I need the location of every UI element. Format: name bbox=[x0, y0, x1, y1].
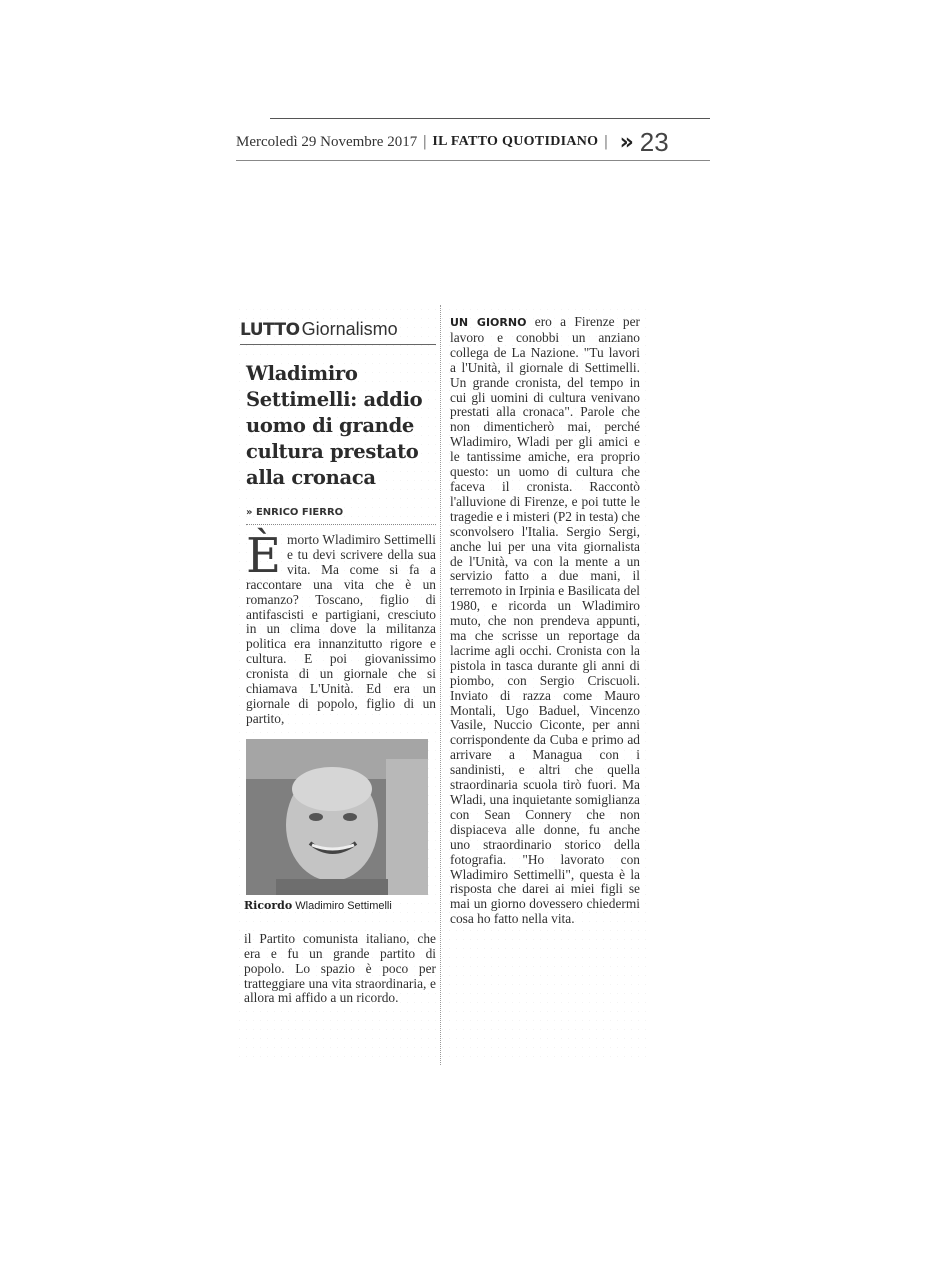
newspaper-name: IL FATTO QUOTIDIANO bbox=[432, 134, 599, 149]
photo-caption bbox=[244, 899, 436, 912]
byline: » ENRICO FIERRO bbox=[246, 507, 436, 525]
column-divider bbox=[440, 305, 441, 1065]
drop-cap: È bbox=[246, 528, 282, 584]
header-top-rule bbox=[270, 118, 710, 119]
column-right bbox=[450, 315, 640, 927]
left-column-tail: il Partito comunista italiano, che era e fu un grande partito di popolo. Lo spazio è poco per tratteggiare una vita straordinaria, e allora mi affido a un ricordo. bbox=[244, 930, 436, 1006]
newspaper-header bbox=[236, 124, 716, 160]
header-bottom-rule bbox=[236, 160, 710, 161]
column-left bbox=[240, 305, 436, 1006]
article-headline: Wladimiro Settimelli: addio uomo di grande cultura prestato alla cronaca bbox=[246, 362, 423, 489]
article-clipping bbox=[236, 305, 646, 1065]
page-number: 23 bbox=[639, 126, 669, 157]
header-separator-2: | bbox=[604, 133, 608, 150]
lede-text: morto Wladimiro Settimelli e tu devi scrivere della sua vita. Ma come si fa a raccontare una vita che è un romanzo? Toscano, figlio di antifascisti e partigiani, cresciuto in un clima dove la militanza politica era innanzitutto rigore e cultura. E poi giovanissimo cronista di un giornale che si chiamava L'Unità. Ed era un giornale di popolo, figlio di un partito, bbox=[246, 532, 436, 726]
portrait-photo bbox=[246, 739, 428, 895]
right-column-text: ero a Firenze per lavoro e conobbi un anziano collega de La Nazione. "Tu lavori a l'Unità, il giornale di Settimelli. Un grande cronista, del tempo in cui gli uomini di cultura venivano prestati alla cronaca". Parole che non dimenticherò mai, perché Wladimiro, Wladi per gli amici e le tantissime amiche, era proprio questo: un uomo di cultura che faceva il cronista. Raccontò l'alluvione di Firenze, e poi tutte le tragedie e i misteri (P2 in testa) che sconvolsero l'Italia. Sergio Sergi, anche lui per una vita giornalista de l'Unità, va con la mente a un servizio fatto a due mani, il terremoto in Irpinia e Basilicata del 1980, e ricorda un Wladimiro muto, che non prendeva appunti, ma che scrisse un reportage da lacrime agli occhi. Cronista con la pistola in tasca durante gli anni di piombo, con Sergio Criscuoli. Inviato di razza come Mauro Montali, Ugo Baduel, Vincenzo Vasile, Nuccio Ciconte, per anni corrispondente da Cuba e primo ad arrivare a Managua con i sandinisti, e altri che quella straordinaria scuola tirò fuori. Ma Wladi, una inquietante somiglianza con Sean Connery che non dispiaceva alle donne, fu anche uno straordinario storico della fotografia. "Ho lavorato con Wladimiro Settimelli", questa è la risposta che darei ai miei figli se mai un giorno dovessero chiedermi cosa ho fatto nella vita. bbox=[450, 314, 641, 927]
section-label bbox=[240, 319, 436, 345]
lede-paragraph bbox=[246, 528, 436, 727]
paragraph-kicker: UN GIORNO bbox=[450, 316, 527, 329]
header-separator: | bbox=[423, 133, 427, 150]
portrait-image bbox=[246, 739, 428, 895]
issue-date: Mercoledì 29 Novembre 2017 bbox=[236, 133, 418, 150]
caption-kicker: Ricordo bbox=[244, 898, 293, 912]
chevron-icon: » bbox=[619, 129, 630, 155]
section-tag: LUTTO bbox=[240, 320, 300, 340]
section-topic: Giornalismo bbox=[301, 319, 398, 339]
caption-text: Wladimiro Settimelli bbox=[295, 899, 392, 912]
